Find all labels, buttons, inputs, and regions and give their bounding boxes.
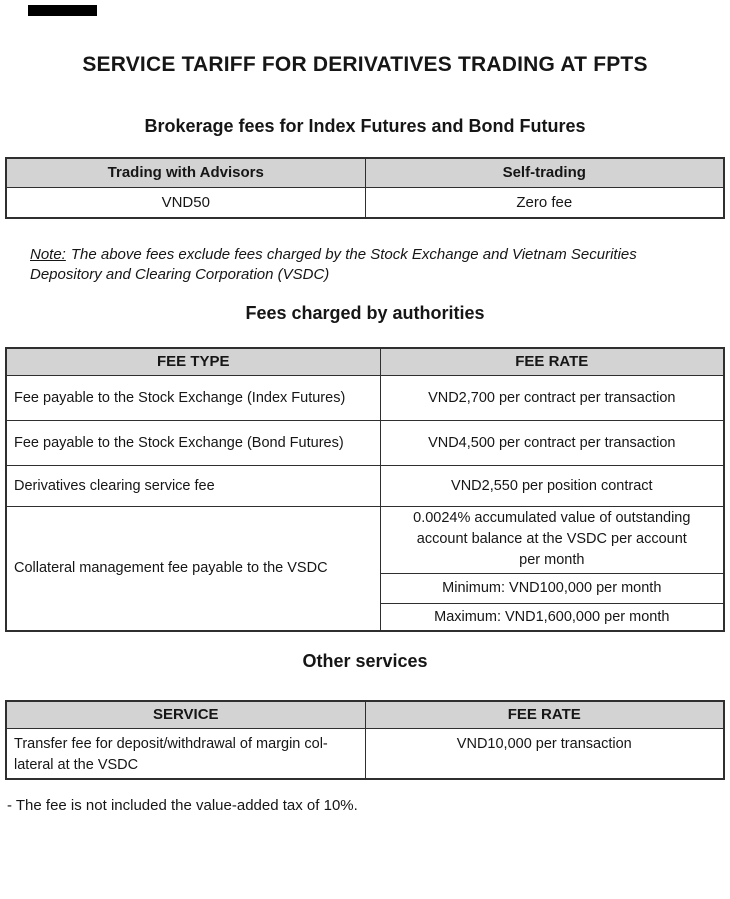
note-line-2: Depository and Clearing Corporation (VSDC) [30,266,330,283]
collateral-maximum-cell: Maximum: VND1,600,000 per month [380,603,724,631]
rate-line: per month [519,552,585,568]
scan-artifact-bar [28,5,97,16]
header-self-trading: Self-trading [365,158,724,187]
table-row [6,506,724,573]
header-trading-with-advisors: Trading with Advisors [6,158,365,187]
table-header-row [6,348,724,375]
fee-rate-cell: VND10,000 per transaction [365,728,724,779]
other-services-table [5,700,725,780]
fee-rate-cell: VND4,500 per contract per transaction [380,420,724,465]
brokerage-fees-table [5,157,725,219]
header-fee-type: FEE TYPE [6,348,380,375]
section-heading-brokerage: Brokerage fees for Index Futures and Bond Futures [144,116,586,136]
section-heading-other-services: Other services [302,651,428,671]
header-service: SERVICE [6,701,365,728]
table-row [6,187,724,218]
vat-footnote: - The fee is not included the value-added tax of 10%. [7,797,358,814]
table-row [6,420,724,465]
table-header-row [6,158,724,187]
fee-rate-cell: VND2,700 per contract per transaction [380,375,724,420]
rate-line: 0.0024% accumulated value of outstanding [413,510,691,526]
fee-type-cell: Fee payable to the Stock Exchange (Index Futures) [6,375,380,420]
authorities-fees-table [5,347,725,632]
service-cell [6,728,365,779]
header-fee-rate: FEE RATE [380,348,724,375]
note-label: Note: [30,246,66,263]
note-text: The above fees exclude fees charged by the Stock Exchange and Vietnam Securities [70,246,637,263]
table-header-row [6,701,724,728]
service-line: lateral at the VSDC [14,756,139,773]
section-heading-authorities: Fees charged by authorities [245,303,485,323]
fee-type-cell: Derivatives clearing service fee [6,465,380,506]
page-title: SERVICE TARIFF FOR DERIVATIVES TRADING AT FPTS [82,53,648,76]
note [30,245,690,285]
self-trading-fee-cell: Zero fee [365,187,724,218]
table-row [6,375,724,420]
collateral-minimum-cell: Minimum: VND100,000 per month [380,573,724,603]
rate-line: account balance at the VSDC per account [416,531,687,547]
fee-rate-cell: VND2,550 per position contract [380,465,724,506]
service-line: Transfer fee for deposit/withdrawal of margin col- [14,735,328,752]
fee-type-cell-collateral: Collateral management fee payable to the VSDC [6,506,380,631]
header-fee-rate: FEE RATE [365,701,724,728]
advisors-fee-cell: VND50 [6,187,365,218]
table-row [6,728,724,779]
note-line-1 [30,245,690,265]
table-row [6,465,724,506]
fee-type-cell: Fee payable to the Stock Exchange (Bond Futures) [6,420,380,465]
collateral-rate-description-cell [380,506,724,573]
